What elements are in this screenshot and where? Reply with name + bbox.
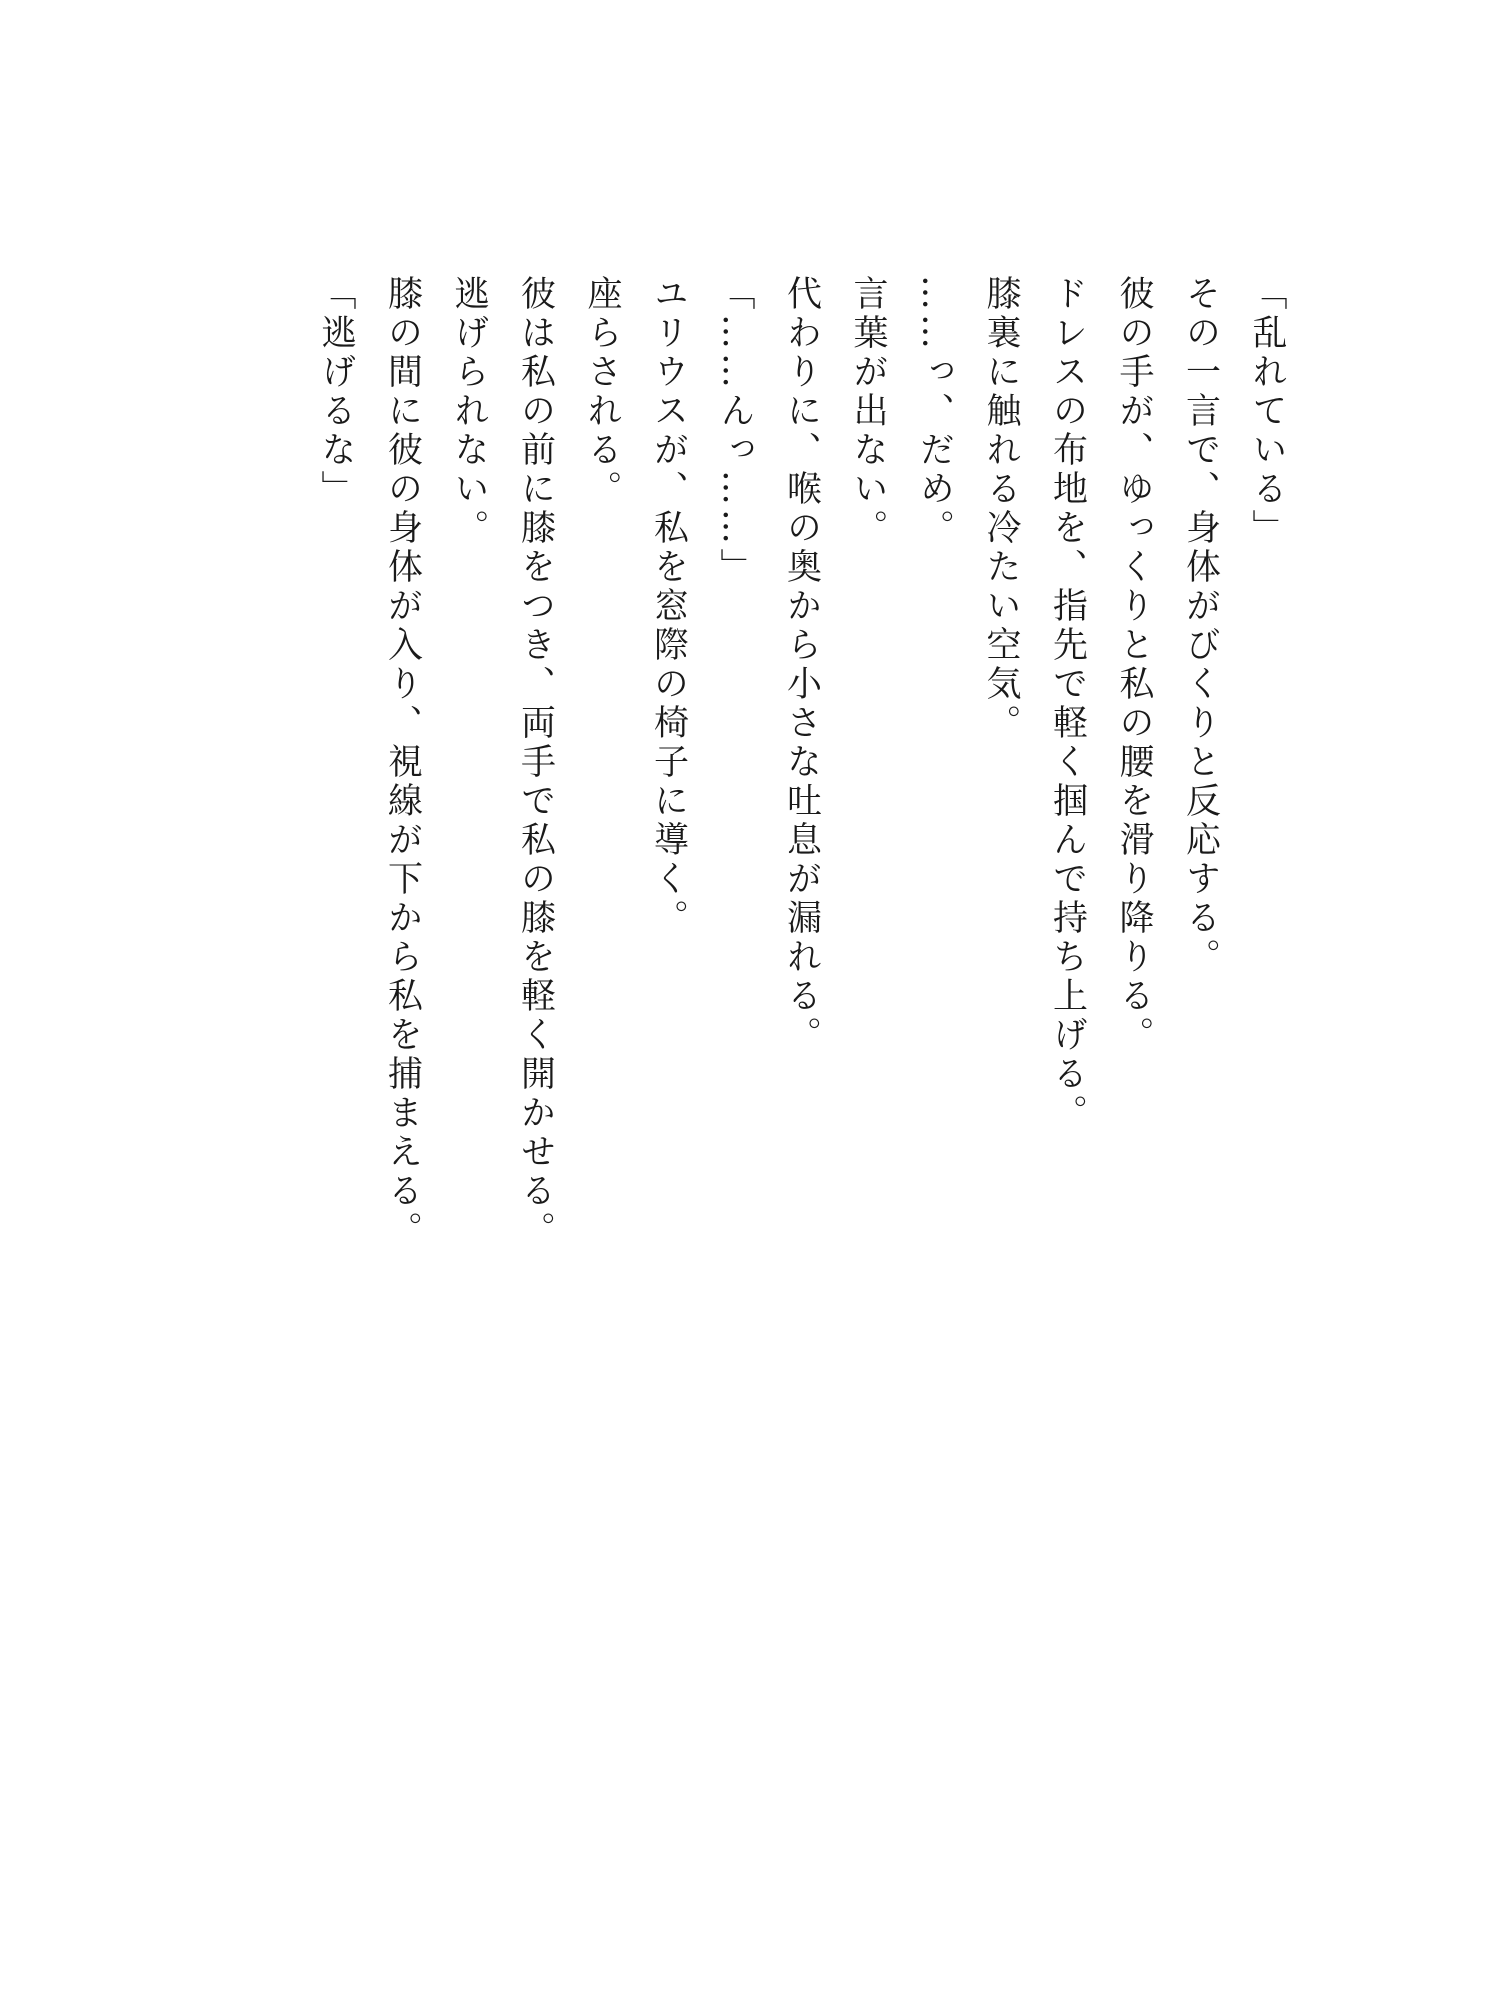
text-line: 言葉が出ない。 xyxy=(848,275,888,548)
text-line: 代わりに、喉の奥から小さな吐息が漏れる。 xyxy=(781,275,822,1055)
text-line: 膝裏に触れる冷たい空気。 xyxy=(981,275,1021,743)
text-line: 「……んっ……」 xyxy=(715,275,755,587)
text-line: 逃げられない。 xyxy=(449,275,489,548)
text-line: 「乱れている」 xyxy=(1247,275,1287,548)
text-line: 彼の手が、ゆっくりと私の腰を滑り降りる。 xyxy=(1114,275,1154,1055)
text-line: 膝の間に彼の身体が入り、視線が下から私を捕まえる。 xyxy=(382,275,423,1250)
text-line: ……っ、だめ。 xyxy=(914,275,955,548)
vertical-text-body xyxy=(303,275,1301,1250)
text-line: その一言で、身体がびくりと反応する。 xyxy=(1180,275,1221,977)
text-line: ドレスの布地を、指先で軽く掴んで持ち上げる。 xyxy=(1047,275,1088,1133)
text-line: 座らされる。 xyxy=(582,275,622,509)
text-line: ユリウスが、私を窓際の椅子に導く。 xyxy=(648,275,689,938)
text-line: 彼は私の前に膝をつき、両手で私の膝を軽く開かせる。 xyxy=(515,275,556,1250)
text-line: 「逃げるな」 xyxy=(316,275,356,509)
